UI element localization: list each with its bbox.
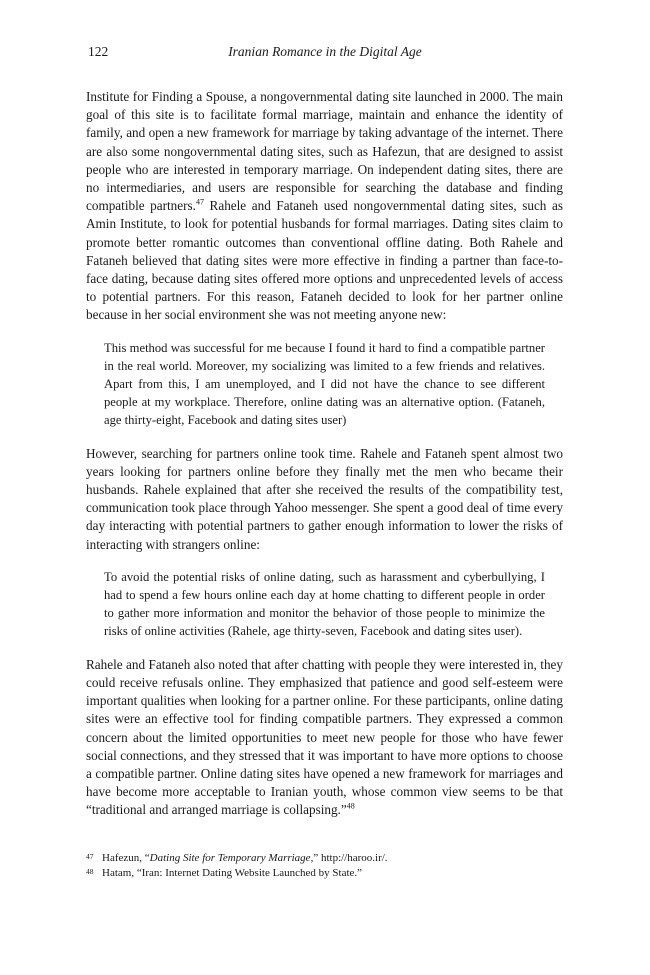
page-number: 122 — [88, 44, 109, 59]
footnote-number: 47 — [86, 852, 94, 861]
paragraph — [86, 656, 563, 820]
body-text — [86, 88, 563, 820]
paragraph-text: Rahele and Fataneh used nongovernmental dating sites, such as Amin Institute, to look for potential husbands for formal marriages. Dating sites claim to promote better romantic outcomes than conventional offline dating. Both Rahele and Fataneh believed that dating sites were more effective in finding a partner than face-to-face dating, because dating sites offered more options and unprecedented levels of access to potential partners. For this reason, Fataneh decided to look for her partner online because in her social environment she was not meeting anyone new: — [86, 198, 563, 323]
footnote-suffix: ,” http://haroo.ir/. — [310, 852, 388, 864]
footnote-number: 48 — [86, 867, 94, 876]
footnote-ref: 48 — [346, 802, 355, 812]
block-quote: This method was successful for me because I found it hard to find a compatible partner in the real world. Moreover, my socializing was limited to a few friends and relatives. Apart from this, I am unemployed, and I did not have the chance to see different people at my workplace. Therefore, online dating was an alternative option. (Fataneh, age thirty-eight, Facebook and dating sites user) — [104, 340, 545, 427]
footnotes — [86, 851, 563, 881]
footnote-text — [102, 851, 388, 866]
paragraph — [86, 88, 563, 325]
running-head: Iranian Romance in the Digital Age — [228, 44, 422, 59]
paragraph-text: Rahele and Fataneh also noted that after chatting with people they were interested in, they could receive refusals online. They emphasized that patience and good self-esteem were important qualities when looking for a partner online. For these participants, online dating sites were an effective tool for finding compatible partners. They expressed a common concern about the limited opportunities to meet new people for those who have fewer social connections, and they stressed that it was important to have more options to choose a compatible partner. Online dating sites have opened a new framework for marriages and have become more acceptable to Iranian youth, whose common view seems to be that “traditional and arranged marriage is collapsing.” — [86, 656, 563, 818]
footnote — [86, 851, 563, 866]
footnote-text: Hatam, “Iran: Internet Dating Website Launched by State.” — [102, 867, 363, 879]
footnote — [86, 866, 563, 881]
paragraph: However, searching for partners online took time. Rahele and Fataneh spent almost two years looking for partners online before they finally met the men who became their husbands. Rahele explained that after she received the results of the compatibility test, communication took place through Yahoo messenger. She spent a good deal of time every day interacting with potential partners to gather enough information to lower the risks of interacting with strangers online: — [86, 445, 563, 552]
block-quote: To avoid the potential risks of online dating, such as harassment and cyberbullying, I had to spend a few hours online each day at home chatting to different people in order to gather more information and monitor the behavior of those people to minimize the risks of online activities (Rahele, age thirty-seven, Facebook and dating sites user). — [104, 569, 545, 638]
footnote-ref: 47 — [195, 197, 204, 207]
paragraph-text: Institute for Finding a Spouse, a nongovernmental dating site launched in 2000. The main goal of this site is to facilitate formal marriage, maintain and enhance the identity of family, and open a new framework for marriage by taking advantage of the internet. There are also some nongovernmental dating sites, such as Hafezun, that are designed to assist people who are interested in temporary marriage. On independent dating sites, there are no intermediaries, and users are responsible for searching the database and finding compatible partners. — [86, 89, 563, 214]
footnote-title: Dating Site for Temporary Marriage — [149, 852, 311, 864]
page-header — [88, 44, 562, 64]
footnote-prefix: Hafezun, “ — [102, 852, 150, 864]
